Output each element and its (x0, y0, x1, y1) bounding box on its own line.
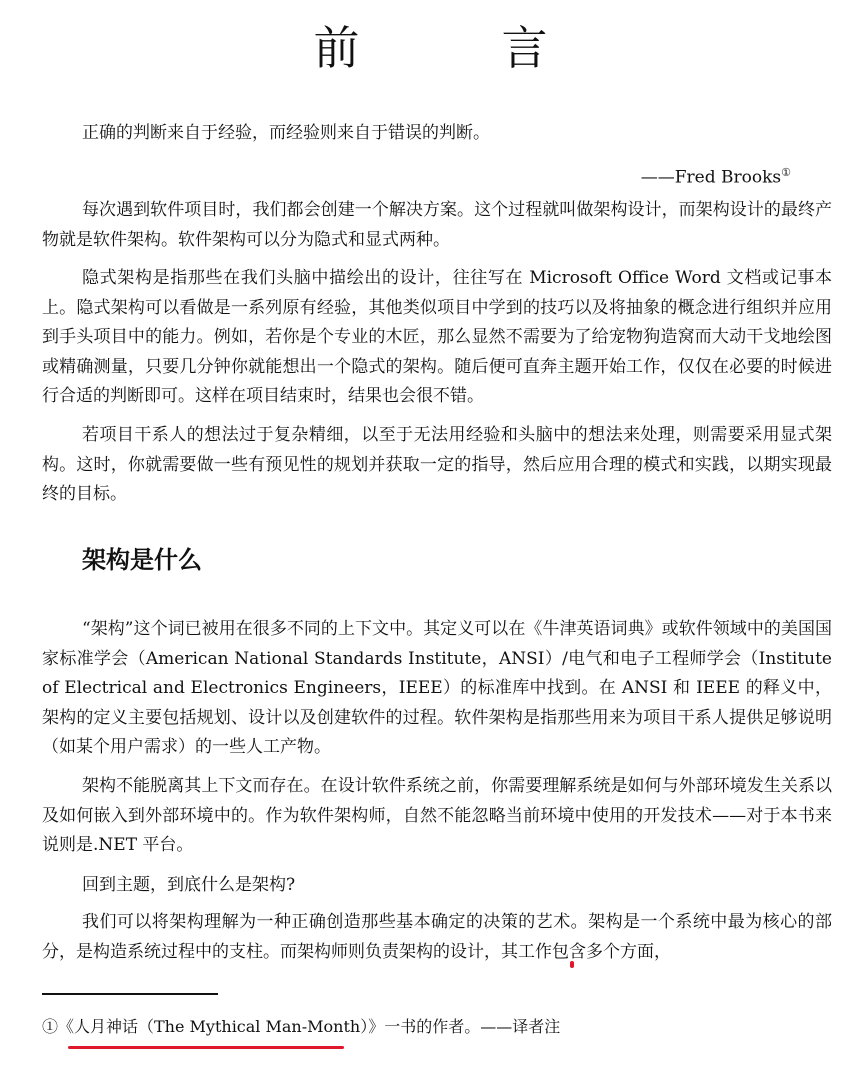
section-heading: 架构是什么 (82, 546, 202, 574)
epigraph-author: ——Fred Brooks (640, 167, 782, 188)
page-title: 前 言 (313, 21, 596, 75)
section-paragraph-1: “架构”这个词已被用在很多不同的上下文中。其定义可以在《牛津英语词典》或软件领域中的美国国家标准学会（American National Standards Institute，ANSI）/电气和电子工程师学会（Institute of Electrical and Electronics Engineers，IEEE）的标准库中找到。在 ANSI 和 IEEE 的释义中，架构的定义主要包括规划、设计以及创建软件的过程。软件架构是指那些用来为项目干系人提供足够说明（如某个用户需求）的一些人工产物。 (42, 619, 832, 757)
footnote: ①《人月神话（The Mythical Man-Month）》一书的作者。——译者注 (42, 1017, 561, 1036)
footnote-divider (42, 993, 218, 995)
red-annotation-underline (68, 1046, 344, 1049)
section-paragraph-3: 回到主题，到底什么是架构? (82, 875, 296, 895)
red-annotation-dot (570, 961, 574, 968)
footnote-ref: ① (781, 166, 791, 179)
intro-paragraph-3: 若项目干系人的想法过于复杂精细，以至于无法用经验和头脑中的想法来处理，则需要采用显式架构。这时，你就需要做一些有预见性的规划并获取一定的指导，然后应用合理的模式和实践，以期实现最终的目标。 (42, 425, 832, 504)
epigraph-attribution (641, 160, 791, 191)
section-paragraph-4: 我们可以将架构理解为一种正确创造那些基本确定的决策的艺术。架构是一个系统中最为核心的部分，是构造系统过程中的支柱。而架构师则负责架构的设计，其工作包含多个方面， (42, 912, 832, 962)
section-paragraph-2: 架构不能脱离其上下文而存在。在设计软件系统之前，你需要理解系统是如何与外部环境发生关系以及如何嵌入到外部环境中的。作为软件架构师，自然不能忽略当前环境中使用的开发技术——对于本书来说则是.NET 平台。 (42, 776, 832, 855)
epigraph-quote: 正确的判断来自于经验，而经验则来自于错误的判断。 (82, 123, 490, 143)
intro-paragraph-2: 隐式架构是指那些在我们头脑中描绘出的设计，往往写在 Microsoft Office Word 文档或记事本上。隐式架构可以看做是一系列原有经验，其他类似项目中学到的技巧以及将抽象的概念进行组织并应用到手头项目中的能力。例如，若你是个专业的木匠，那么显然不需要为了给宠物狗造窝而大动干戈地绘图或精确测量，只要几分钟你就能想出一个隐式的架构。随后便可直奔主题开始工作，仅仅在必要的时候进行合适的判断即可。这样在项目结束时，结果也会很不错。 (42, 268, 832, 406)
intro-paragraph-1: 每次遇到软件项目时，我们都会创建一个解决方案。这个过程就叫做架构设计，而架构设计的最终产物就是软件架构。软件架构可以分为隐式和显式两种。 (42, 200, 832, 250)
